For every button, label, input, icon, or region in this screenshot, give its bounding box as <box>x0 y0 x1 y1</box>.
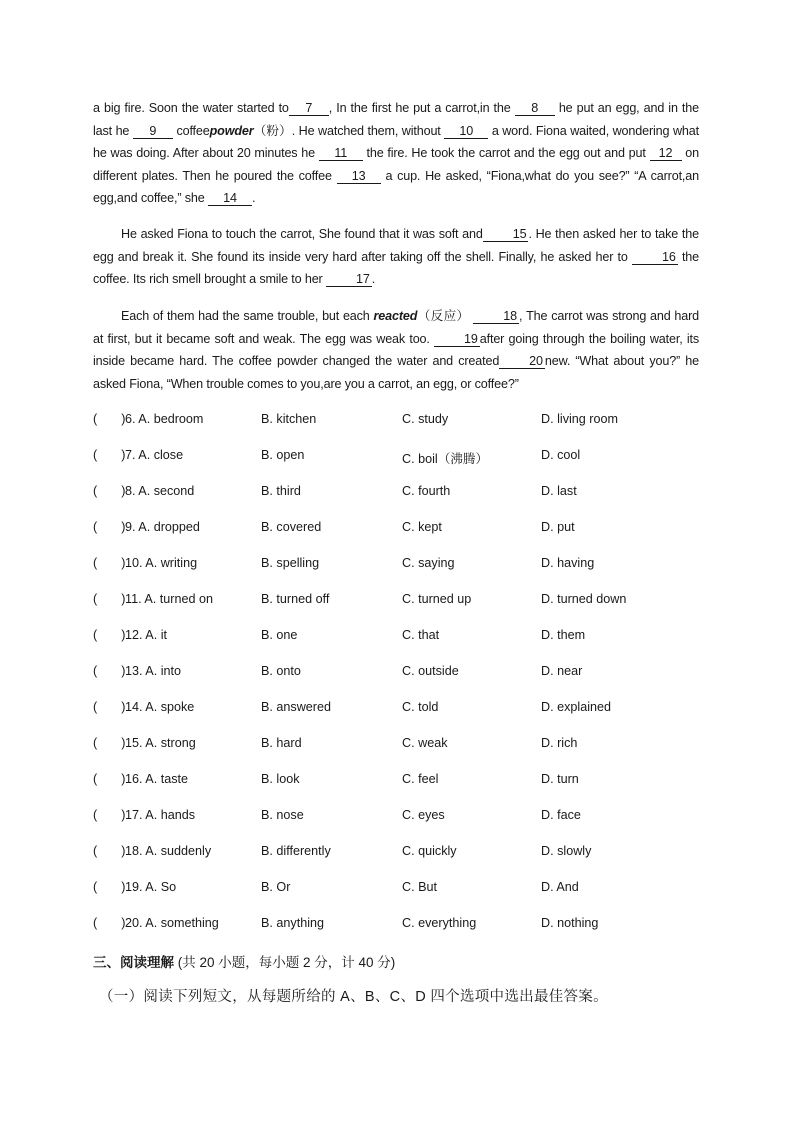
passage-text: . <box>371 272 376 286</box>
answer-paren[interactable]: ( ) <box>93 520 126 534</box>
question-row <box>93 844 713 864</box>
passage-text: He asked Fiona to touch the carrot, She found that it was soft and <box>121 227 483 241</box>
option-a[interactable]: 6. A. bedroom <box>125 412 204 426</box>
option-d[interactable]: D. slowly <box>541 844 592 858</box>
blank-20[interactable]: 20 <box>499 354 545 369</box>
option-a[interactable]: 16. A. taste <box>125 772 189 786</box>
question-row <box>93 700 713 720</box>
answer-paren[interactable]: ( ) <box>93 448 126 462</box>
answer-paren[interactable]: ( ) <box>93 700 126 714</box>
option-d[interactable]: D. cool <box>541 448 581 462</box>
option-b[interactable]: B. turned off <box>261 592 330 606</box>
option-d[interactable]: D. And <box>541 880 579 894</box>
answer-paren[interactable]: ( ) <box>93 484 126 498</box>
passage-text: on different plates. Then he poured the coffee <box>93 146 700 183</box>
option-d[interactable]: D. rich <box>541 736 578 750</box>
answer-paren[interactable]: ( ) <box>93 556 126 570</box>
question-row <box>93 520 713 540</box>
option-a[interactable]: 12. A. it <box>125 628 168 642</box>
option-c[interactable]: C. fourth <box>402 484 451 498</box>
passage-text: Each of them had the same trouble, but each <box>121 309 370 323</box>
section-instruction: （一）阅读下列短文，从每题所给的 A、B、C、D 四个选项中选出最佳答案。 <box>99 989 608 1005</box>
option-a[interactable]: 15. A. strong <box>125 736 196 750</box>
section-title: 三、阅读理解 <box>93 955 174 970</box>
question-row <box>93 484 713 504</box>
option-a[interactable]: 10. A. writing <box>125 556 198 570</box>
option-a[interactable]: 17. A. hands <box>125 808 196 822</box>
passage-text: . He then asked her to take the egg and break it. She found its inside very hard after taking off the shell. Finally, he asked her to <box>93 227 699 264</box>
option-c[interactable]: C. quickly <box>402 844 457 858</box>
option-b[interactable]: B. look <box>261 772 300 786</box>
blank-11[interactable]: 11 <box>319 146 363 161</box>
section-heading <box>93 951 395 971</box>
option-b[interactable]: B. differently <box>261 844 331 858</box>
blank-7[interactable]: 7 <box>289 101 329 116</box>
option-a[interactable]: 18. A. suddenly <box>125 844 212 858</box>
option-a[interactable]: 20. A. something <box>125 916 219 930</box>
question-row <box>93 808 713 828</box>
option-d[interactable]: D. explained <box>541 700 612 714</box>
blank-12[interactable]: 12 <box>650 146 682 161</box>
option-d[interactable]: D. them <box>541 628 586 642</box>
answer-paren[interactable]: ( ) <box>93 844 126 858</box>
option-c[interactable]: C. everything <box>402 916 477 930</box>
passage-text: , The carrot was strong and hard at first, but it became soft and weak. The egg was weak too. <box>93 309 699 346</box>
passage-text: new. “What about you?” he asked Fiona, “When trouble comes to you,are you a carrot, an egg, or coffee?” <box>93 354 699 391</box>
option-b[interactable]: B. open <box>261 448 305 462</box>
answer-paren[interactable]: ( ) <box>93 808 126 822</box>
gloss-powder: （粉） <box>253 123 292 138</box>
blank-10[interactable]: 10 <box>444 124 488 139</box>
answer-paren[interactable]: ( ) <box>93 880 126 894</box>
option-b[interactable]: B. Or <box>261 880 291 894</box>
option-d[interactable]: D. turned down <box>541 592 627 606</box>
answer-paren[interactable]: ( ) <box>93 412 126 426</box>
question-row <box>93 880 713 900</box>
blank-13[interactable]: 13 <box>337 169 381 184</box>
passage-paragraph-2 <box>93 223 699 291</box>
answer-paren[interactable]: ( ) <box>93 592 126 606</box>
question-row <box>93 664 713 684</box>
option-c[interactable]: C. kept <box>402 520 442 534</box>
keyword-reacted: reacted <box>373 309 418 323</box>
option-d[interactable]: D. turn <box>541 772 579 786</box>
option-c[interactable]: C. outside <box>402 664 459 678</box>
passage-text: . He watched them, without <box>291 123 441 138</box>
answer-paren[interactable]: ( ) <box>93 772 126 786</box>
option-d[interactable]: D. living room <box>541 412 618 426</box>
answer-paren[interactable]: ( ) <box>93 916 126 930</box>
option-d[interactable]: D. near <box>541 664 583 678</box>
option-d[interactable]: D. last <box>541 484 577 498</box>
answer-paren[interactable]: ( ) <box>93 664 126 678</box>
blank-19[interactable]: 19 <box>434 332 480 347</box>
option-d[interactable]: D. face <box>541 808 581 822</box>
keyword-powder: powder <box>209 123 254 138</box>
question-row <box>93 736 713 756</box>
option-d[interactable]: D. nothing <box>541 916 599 930</box>
section-note: (共 20 小题，每小题 2 分，计 40 分) <box>174 955 396 970</box>
option-b[interactable]: B. spelling <box>261 556 320 570</box>
option-b[interactable]: B. kitchen <box>261 412 317 426</box>
option-a[interactable]: 7. A. close <box>125 448 184 462</box>
option-b[interactable]: B. answered <box>261 700 332 714</box>
option-c[interactable]: C. turned up <box>402 592 472 606</box>
option-a[interactable]: 11. A. turned on <box>125 592 213 606</box>
option-c[interactable]: C. boil（沸腾） <box>402 452 489 466</box>
option-a[interactable]: 14. A. spoke <box>125 700 195 714</box>
option-b[interactable]: B. nose <box>261 808 304 822</box>
passage-text: the coffee. Its rich smell brought a smile to her <box>93 249 699 286</box>
blank-15[interactable]: 15 <box>483 227 529 242</box>
option-b[interactable]: B. one <box>261 628 298 642</box>
option-c[interactable]: C. weak <box>402 736 448 750</box>
passage-text: a cup. He asked, “Fiona,what do you see?” “A carrot,an egg,and coffee,” she <box>93 168 699 205</box>
blank-18[interactable]: 18 <box>473 309 519 324</box>
option-b[interactable]: B. anything <box>261 916 325 930</box>
blank-9[interactable]: 9 <box>133 124 173 139</box>
question-row <box>93 592 713 612</box>
passage-text: . <box>251 191 256 205</box>
passage-text: the fire. He took the carrot and the egg out and put <box>366 146 646 160</box>
passage-text: he put an egg, and in the last he <box>93 101 699 138</box>
option-a[interactable]: 13. A. into <box>125 664 182 678</box>
option-c[interactable]: C. But <box>402 880 437 894</box>
answer-paren[interactable]: ( ) <box>93 736 126 750</box>
question-row <box>93 448 713 468</box>
option-b[interactable]: B. onto <box>261 664 301 678</box>
option-d[interactable]: D. put <box>541 520 575 534</box>
blank-16[interactable]: 16 <box>632 250 678 265</box>
blank-17[interactable]: 17 <box>326 272 372 287</box>
option-b[interactable]: B. covered <box>261 520 322 534</box>
option-c[interactable]: C. eyes <box>402 808 445 822</box>
option-a[interactable]: 9. A. dropped <box>125 520 200 534</box>
question-row <box>93 556 713 576</box>
passage-text: after going through the boiling water, its inside became hard. The coffee powder changed the water and created <box>93 331 699 368</box>
option-d[interactable]: D. having <box>541 556 595 570</box>
question-row <box>93 628 713 648</box>
passage-text: a big fire. Soon the water started to <box>93 101 289 115</box>
passage-text: a word. Fiona waited, wondering what he was doing. After about 20 minutes he <box>93 123 699 160</box>
option-a[interactable]: 8. A. second <box>125 484 195 498</box>
answer-paren[interactable]: ( ) <box>93 628 126 642</box>
question-row <box>93 916 713 936</box>
option-c[interactable]: C. told <box>402 700 439 714</box>
question-row <box>93 412 713 432</box>
passage-paragraph-1 <box>93 97 699 210</box>
option-a[interactable]: 19. A. So <box>125 880 177 894</box>
option-b[interactable]: B. hard <box>261 736 302 750</box>
option-c[interactable]: C. feel <box>402 772 439 786</box>
option-c[interactable]: C. that <box>402 628 440 642</box>
option-c[interactable]: C. saying <box>402 556 455 570</box>
gloss-reacted: （反应） <box>417 309 470 323</box>
passage-text: , In the first he put a carrot,in the <box>328 101 511 115</box>
passage-paragraph-3 <box>93 305 699 395</box>
blank-8[interactable]: 8 <box>515 101 555 116</box>
question-row <box>93 772 713 792</box>
option-c[interactable]: C. study <box>402 412 449 426</box>
option-b[interactable]: B. third <box>261 484 301 498</box>
passage-text: coffee <box>176 123 210 138</box>
blank-14[interactable]: 14 <box>208 191 252 206</box>
